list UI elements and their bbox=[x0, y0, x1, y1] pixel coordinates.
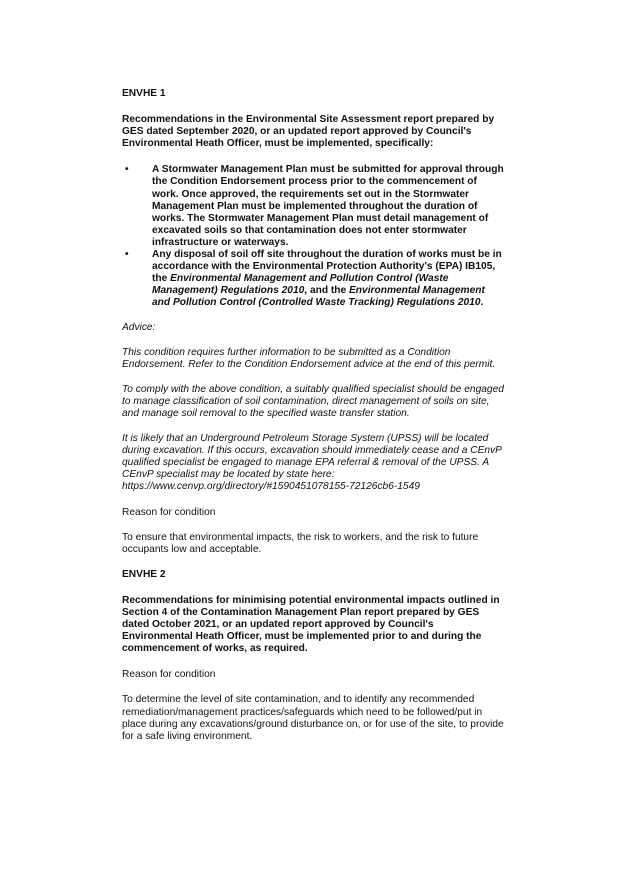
document-page bbox=[122, 88, 504, 756]
bullet-text-soil-c: , and the bbox=[304, 285, 350, 297]
bullet-icon: • bbox=[125, 164, 129, 176]
reason-text-envhe1: To ensure that environmental impacts, the risk to workers, and the risk to future occupants low and acceptable. bbox=[122, 531, 479, 555]
bullet-text-stormwater: A Stormwater Management Plan must be submitted for approval through the Condition Endorsement process prior to the commencement of work. Once approved, the requirements set out in the Stormwater Management Plan must be implemented throughout the duration of works. The Stormwater Management Plan must detail management of excavated soils so that contamination does not enter stormwater infrastructure or waterways. bbox=[152, 164, 504, 248]
advice-specialist: To comply with the above condition, a suitably qualified specialist should be engaged to manage classification of soil contamination, direct management of soils on site, and manage soil removal to the specified waste transfer station. bbox=[122, 383, 504, 419]
reason-label-envhe2: Reason for condition bbox=[122, 669, 216, 681]
bullet-text-soil-a: Any disposal of soil off site throughout the duration of works must be in accordance with the Environmental Protection Authority's (EPA) IB105, the bbox=[152, 249, 502, 285]
bullet-text-soil-e: . bbox=[480, 297, 484, 309]
bullet-icon: • bbox=[125, 249, 129, 261]
regulation-controlled-waste: Environmental Management and Pollution Control (Controlled Waste Tracking) Regulations 2010 bbox=[152, 285, 485, 309]
reason-text-envhe2: To determine the level of site contamination, and to identify any recommended remediation/management practices/safeguards which need to be followed/put in place during any excavations/ground disturbance on, or for use of the site, to provide for a safe living environment. bbox=[122, 694, 504, 742]
bullet-item-stormwater bbox=[122, 164, 504, 249]
bullet-item-soil-disposal bbox=[122, 249, 504, 309]
advice-upss: It is likely that an Underground Petroleum Storage System (UPSS) will be located during excavation. If this occurs, excavation should immediately cease and a CEnvP qualified specialist be engaged to manage EPA referral & removal of the UPSS. A CEnvP specialist may be located by state here: https://www.cenvp.org/directory/#1590451078155-72126cb6-1549 bbox=[122, 433, 502, 493]
envhe1-bullet-list bbox=[122, 164, 504, 309]
section-heading-envhe2: ENVHE 2 bbox=[122, 568, 166, 580]
envhe1-intro: Recommendations in the Environmental Site Assessment report prepared by GES dated September 2020, or an updated report approved by Council's Environmental Heath Officer, must be implemented, specifically: bbox=[122, 114, 495, 150]
envhe2-intro: Recommendations for minimising potential environmental impacts outlined in Section 4 of the Contamination Management Plan report prepared by GES dated October 2021, or an updated report approved by Council's Environmental Heath Officer, must be implemented prior to and during the commencement of works, as required. bbox=[122, 594, 500, 655]
reason-label-envhe1: Reason for condition bbox=[122, 506, 216, 518]
advice-label: Advice: bbox=[122, 321, 156, 333]
advice-condition-endorsement: This condition requires further information to be submitted as a Condition Endorsement. Refer to the Condition Endorsement advice at the end of this permit. bbox=[122, 346, 496, 370]
section-heading-envhe1: ENVHE 1 bbox=[122, 88, 166, 99]
regulation-waste-management: Environmental Management and Pollution Control (Waste Management) Regulations 2010 bbox=[152, 273, 449, 297]
